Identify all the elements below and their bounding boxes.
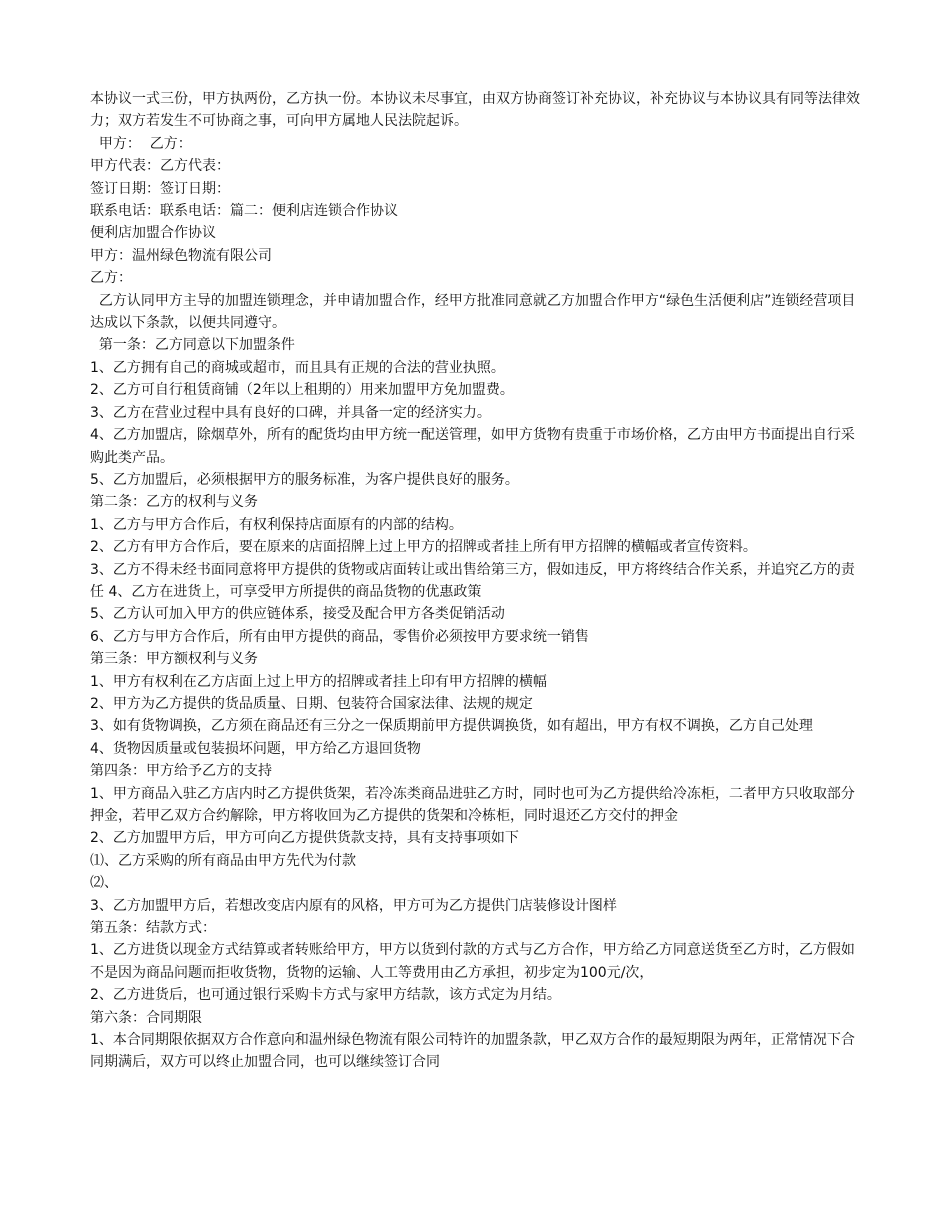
text-line: 2、甲方为乙方提供的货品质量、日期、包装符合国家法律、法规的规定 xyxy=(90,695,533,712)
text-line: 甲方： 乙方： xyxy=(90,135,192,152)
text-line: 甲方代表：乙方代表： xyxy=(90,158,230,175)
text-line: 2、乙方有甲方合作后，要在原来的店面招牌上过上甲方的招牌或者挂上所有甲方招牌的横幅或者宣传资料。 xyxy=(90,539,757,556)
section-heading: 第四条：甲方给予乙方的支持 xyxy=(90,763,272,780)
text-line: 3、乙方在营业过程中具有良好的口碑，并具备一定的经济实力。 xyxy=(90,404,491,421)
text-line: 1、甲方有权利在乙方店面上过上甲方的招牌或者挂上印有甲方招牌的横幅 xyxy=(90,673,547,690)
text-line: 甲方：温州绿色物流有限公司 xyxy=(90,247,272,264)
text-line: 2、乙方进货后，也可通过银行采购卡方式与家甲方结款，该方式定为月结。 xyxy=(90,987,561,1004)
text-line: 签订日期：签订日期： xyxy=(90,180,230,197)
text-line: 1、乙方与甲方合作后，有权利保持店面原有的内部的结构。 xyxy=(90,516,463,533)
text-line: ⑴、乙方采购的所有商品由甲方先代为付款 xyxy=(90,852,356,869)
section-heading: 第一条：乙方同意以下加盟条件 xyxy=(90,337,295,354)
section-heading: 第五条：结款方式： xyxy=(90,920,216,937)
text-line: 1、甲方商品入驻乙方店内时乙方提供货架，若冷冻类商品进驻乙方时，同时也可为乙方提供给冷冻柜，二者甲方只收取部分押金，若甲乙双方合约解除，甲方将收回为乙方提供的货架和冷栋柜，同时退还乙方交付的押金 xyxy=(90,785,855,824)
text-line: 乙方认同甲方主导的加盟连锁理念，并申请加盟合作，经甲方批准同意就乙方加盟合作甲方“绿色生活便利店”连锁经营项目达成以下条款，以便共同遵守。 xyxy=(90,292,856,332)
text-line: 便利店加盟合作协议 xyxy=(90,225,216,242)
text-line: 3、乙方不得未经书面同意将甲方提供的货物或店面转让或出售给第三方，假如违反，甲方将终结合作关系，并追究乙方的责任 4、乙方在进货上，可享受甲方所提供的商品货物的优惠政策 xyxy=(90,561,855,600)
text-line: 3、乙方加盟甲方后，若想改变店内原有的风格，甲方可为乙方提供门店装修设计图样 xyxy=(90,897,617,914)
text-line: 乙方： xyxy=(90,270,132,287)
text-line: 2、乙方可自行租赁商铺（2年以上租期的）用来加盟甲方免加盟费。 xyxy=(90,382,514,399)
text-line: 4、货物因质量或包装损坏问题，甲方给乙方退回货物 xyxy=(90,740,421,757)
text-line: 联系电话：联系电话：篇二：便利店连锁合作协议 xyxy=(90,203,398,220)
text-line: 1、乙方拥有自己的商城或超市，而且具有正规的合法的营业执照。 xyxy=(90,359,505,376)
text-line: 5、乙方认可加入甲方的供应链体系，接受及配合甲方各类促销活动 xyxy=(90,606,505,623)
text-line: 5、乙方加盟后，必须根据甲方的服务标准，为客户提供良好的服务。 xyxy=(90,471,519,488)
text-line: 1、乙方进货以现金方式结算或者转账给甲方，甲方以货到付款的方式与乙方合作，甲方给乙方同意送货至乙方时，乙方假如不是因为商品问题而拒收货物，货物的运输、人工等费用由乙方承担，初步定为100元/次， xyxy=(90,942,855,981)
text-line: 3、如有货物调换，乙方须在商品还有三分之一保质期前甲方提供调换货，如有超出，甲方有权不调换，乙方自己处理 xyxy=(90,718,813,735)
section-heading: 第六条：合同期限 xyxy=(90,1009,202,1026)
text-line: 2、乙方加盟甲方后，甲方可向乙方提供货款支持，具有支持事项如下 xyxy=(90,830,519,847)
text-line: 本协议一式三份，甲方执两份，乙方执一份。本协议未尽事宜，由双方协商签订补充协议，补充协议与本协议具有同等法律效力；双方若发生不可协商之事，可向甲方属地人民法院起诉。 xyxy=(90,91,860,130)
document-body xyxy=(90,88,865,1074)
text-line: ⑵、 xyxy=(90,875,118,892)
section-heading: 第二条：乙方的权利与义务 xyxy=(90,494,258,511)
text-line: 4、乙方加盟店，除烟草外，所有的配货均由甲方统一配送管理，如甲方货物有贵重于市场价格，乙方由甲方书面提出自行采购此类产品。 xyxy=(90,427,855,466)
text-line: 6、乙方与甲方合作后，所有由甲方提供的商品，零售价必须按甲方要求统一销售 xyxy=(90,628,589,645)
text-line: 1、本合同期限依据双方合作意向和温州绿色物流有限公司特许的加盟条款，甲乙双方合作的最短期限为两年，正常情况下合同期满后，双方可以终止加盟合同，也可以继续签订合同 xyxy=(90,1032,855,1071)
section-heading: 第三条：甲方额权利与义务 xyxy=(90,651,258,668)
